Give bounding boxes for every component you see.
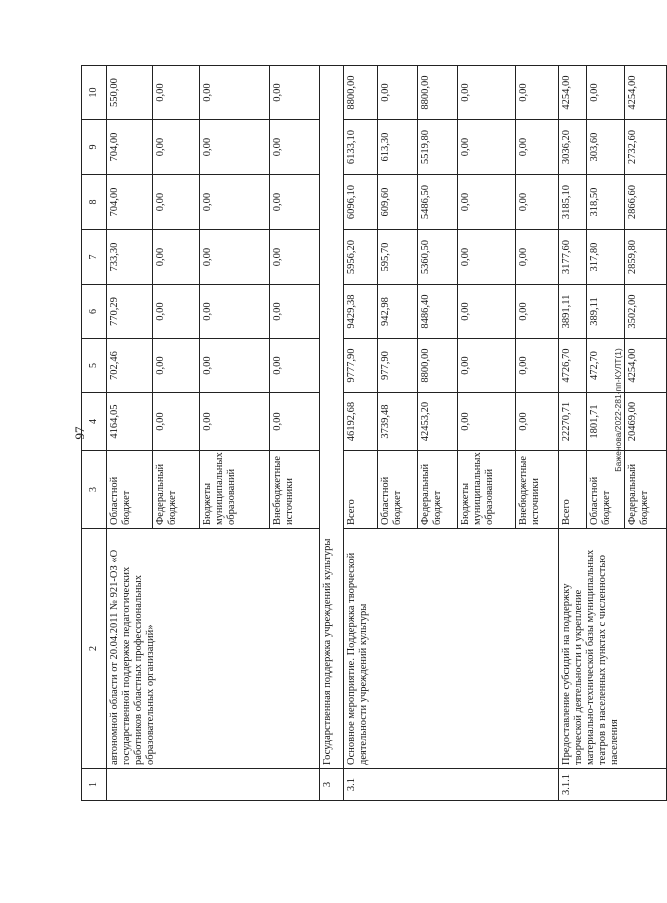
funding-source: Областной бюджет — [107, 451, 153, 529]
value-cell: 0,00 — [200, 66, 270, 120]
value-cell: 3891,11 — [559, 285, 587, 339]
header-cell: 5 — [82, 339, 107, 393]
value-cell: 0,00 — [200, 285, 270, 339]
value-cell: 0,00 — [458, 285, 516, 339]
value-cell: 2732,60 — [625, 120, 667, 175]
header-cell: 9 — [82, 120, 107, 175]
value-cell: 5519,80 — [418, 120, 458, 175]
value-cell: 0,00 — [378, 66, 418, 120]
value-cell: 0,00 — [270, 230, 320, 285]
funding-source: Всего — [559, 451, 587, 529]
value-cell: 4726,70 — [559, 339, 587, 393]
funding-source: Областной бюджет — [378, 451, 418, 529]
value-cell: 0,00 — [200, 120, 270, 175]
value-cell: 20469,00 — [625, 393, 667, 451]
header-cell: 3 — [82, 451, 107, 529]
value-cell: 0,00 — [270, 175, 320, 230]
value-cell: 0,00 — [458, 175, 516, 230]
value-cell: 8800,00 — [344, 66, 378, 120]
code-cell — [107, 769, 320, 801]
value-cell: 9777,90 — [344, 339, 378, 393]
value-cell: 0,00 — [270, 66, 320, 120]
event-code: 3.1 — [344, 769, 559, 801]
value-cell: 0,00 — [516, 230, 559, 285]
funding-source: Внебюджетные источники — [516, 451, 559, 529]
value-cell: 0,00 — [153, 175, 200, 230]
value-cell: 0,00 — [270, 393, 320, 451]
event-name: Предоставление субсидий на поддержку творческой деятельности и укрепление материально-технической базы муниципальных театров в населенных пунктах с численностью населения — [559, 529, 667, 769]
value-cell: 42453,20 — [418, 393, 458, 451]
header-cell: 8 — [82, 175, 107, 230]
value-cell: 4254,00 — [625, 339, 667, 393]
header-cell: 1 — [82, 769, 107, 801]
value-cell: 0,00 — [516, 66, 559, 120]
funding-source: Федеральный бюджет — [418, 451, 458, 529]
value-cell: 0,00 — [153, 285, 200, 339]
value-cell: 0,00 — [516, 175, 559, 230]
value-cell: 4254,00 — [625, 66, 667, 120]
value-cell: 303,60 — [587, 120, 625, 175]
funding-source: Областной бюджет — [587, 451, 625, 529]
value-cell: 5956,20 — [344, 230, 378, 285]
value-cell: 0,00 — [516, 120, 559, 175]
value-cell: 0,00 — [458, 120, 516, 175]
value-cell: 46192,68 — [344, 393, 378, 451]
value-cell: 0,00 — [587, 66, 625, 120]
header-cell: 2 — [82, 529, 107, 769]
value-cell: 0,00 — [270, 285, 320, 339]
value-cell: 704,00 — [107, 175, 153, 230]
value-cell: 472,70 — [587, 339, 625, 393]
value-cell: 6133,10 — [344, 120, 378, 175]
value-cell: 0,00 — [458, 230, 516, 285]
value-cell: 9429,38 — [344, 285, 378, 339]
funding-source: Бюджеты муниципальных образований — [200, 451, 270, 529]
value-cell: 0,00 — [516, 393, 559, 451]
section-row — [320, 66, 344, 801]
value-cell: 22270,71 — [559, 393, 587, 451]
value-cell: 0,00 — [458, 339, 516, 393]
value-cell: 8800,00 — [418, 339, 458, 393]
header-cell: 7 — [82, 230, 107, 285]
header-row — [82, 66, 107, 801]
section-title: Государственная поддержка учреждений культуры — [320, 66, 344, 769]
header-cell: 10 — [82, 66, 107, 120]
value-cell: 6096,10 — [344, 175, 378, 230]
value-cell: 5360,50 — [418, 230, 458, 285]
value-cell: 2859,80 — [625, 230, 667, 285]
funding-source: Федеральный бюджет — [625, 451, 667, 529]
value-cell: 3502,00 — [625, 285, 667, 339]
value-cell: 0,00 — [153, 230, 200, 285]
value-cell: 613,30 — [378, 120, 418, 175]
value-cell: 1801,71 — [587, 393, 625, 451]
value-cell: 8800,00 — [418, 66, 458, 120]
value-cell: 0,00 — [200, 175, 270, 230]
value-cell: 389,11 — [587, 285, 625, 339]
funding-source: Внебюджетные источники — [270, 451, 320, 529]
funding-source: Бюджеты муниципальных образований — [458, 451, 516, 529]
value-cell: 550,00 — [107, 66, 153, 120]
section-code: 3 — [320, 769, 344, 801]
table-row — [559, 66, 587, 801]
value-cell: 0,00 — [153, 339, 200, 393]
value-cell: 704,00 — [107, 120, 153, 175]
value-cell: 0,00 — [516, 339, 559, 393]
value-cell: 942,98 — [378, 285, 418, 339]
value-cell: 3185,10 — [559, 175, 587, 230]
value-cell: 0,00 — [153, 66, 200, 120]
value-cell: 609,60 — [378, 175, 418, 230]
value-cell: 317,80 — [587, 230, 625, 285]
event-name: автономной области от 20.04.2011 № 921-ОЗ «О государственной поддержке педагогических работников областных профессиональных образовательных организаций» — [107, 529, 320, 769]
value-cell: 595,70 — [378, 230, 418, 285]
funding-source: Всего — [344, 451, 378, 529]
value-cell: 0,00 — [270, 339, 320, 393]
budget-table — [81, 65, 667, 801]
value-cell: 977,90 — [378, 339, 418, 393]
value-cell: 0,00 — [153, 120, 200, 175]
funding-source: Федеральный бюджет — [153, 451, 200, 529]
value-cell: 0,00 — [458, 66, 516, 120]
value-cell: 4254,00 — [559, 66, 587, 120]
header-cell: 6 — [82, 285, 107, 339]
value-cell: 0,00 — [200, 393, 270, 451]
value-cell: 733,30 — [107, 230, 153, 285]
value-cell: 318,50 — [587, 175, 625, 230]
value-cell: 3739,48 — [378, 393, 418, 451]
value-cell: 0,00 — [200, 230, 270, 285]
value-cell: 5486,50 — [418, 175, 458, 230]
value-cell: 3177,60 — [559, 230, 587, 285]
value-cell: 8486,40 — [418, 285, 458, 339]
value-cell: 0,00 — [516, 285, 559, 339]
page-number: 97 — [72, 426, 87, 440]
table-row — [107, 66, 153, 801]
value-cell: 0,00 — [458, 393, 516, 451]
value-cell: 0,00 — [200, 339, 270, 393]
value-cell: 0,00 — [270, 120, 320, 175]
value-cell: 3036,20 — [559, 120, 587, 175]
value-cell: 702,46 — [107, 339, 153, 393]
header-cell: 4 — [82, 393, 107, 451]
value-cell: 770,29 — [107, 285, 153, 339]
value-cell: 4164,05 — [107, 393, 153, 451]
event-code: 3.1.1 — [559, 769, 667, 801]
document-footer: Баженова/2022-281-пп-КУЛТ(1) — [613, 348, 623, 472]
value-cell: 2866,60 — [625, 175, 667, 230]
value-cell: 0,00 — [153, 393, 200, 451]
table-row — [344, 66, 378, 801]
event-name: Основное мероприятие. Поддержка творческой деятельности учреждений культуры — [344, 529, 559, 769]
